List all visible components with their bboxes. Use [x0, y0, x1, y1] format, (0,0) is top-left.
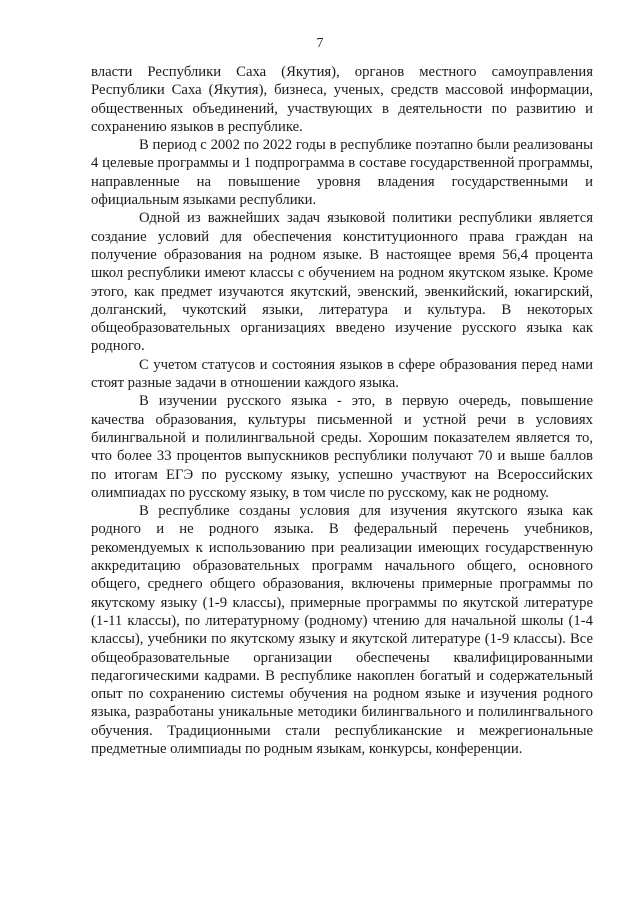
paragraph-language-tasks: С учетом статусов и состояния языков в сфере образования перед нами стоят разные задачи в отношении каждого языка. [91, 356, 593, 392]
page-number: 7 [316, 35, 324, 50]
body-text [91, 63, 593, 758]
paragraph-programs: В период с 2002 по 2022 годы в республике поэтапно были реализованы 4 целевые программы и 1 подпрограмма в составе государственной программы, направленные на повышение уровня владения государственными и официальным языками республики. [91, 137, 593, 209]
paragraph-russian-language: В изучении русского языка - это, в первую очередь, повышение качества образования, культуры письменной и устной речи в условиях билингвальной и полилингвальной среды. Хорошим показателем является то, что более 33 процентов выпускников республики получают 70 и выше баллов по итогам ЕГЭ по русскому языку, успешно участвуют на Всероссийских олимпиадах по русскому языку, в том числе по русскому, как не родному. [91, 393, 593, 501]
paragraph-yakut-language: В республике созданы условия для изучения якутского языка как родного и не родного языка. В федеральный перечень учебников, рекомендуемых к использованию при реализации имеющих государственную аккредитацию образовательных программ начального общего, основного общего, среднего общего образования, включены примерные программы по якутскому языку (1-9 классы), примерные программы по якутской литературе (1-11 классы), по литературному (родному) чтению для начальной школы (1-4 классы), учебники по якутскому языку и якутской литературе (1-9 классы). Все общеобразовательные организации обеспечены квалифицированными педагогическими кадрами. В республике накоплен богатый и содержательный опыт по сохранению системы обучения на родном языке и изучения родного языка, разработаны уникальные методики билингвального и полилингвального обучения. Традиционными стали республиканские и межрегиональные предметные олимпиады по родным языкам, конкурсы, конференции. [91, 503, 593, 757]
paragraph-continuation: власти Республики Саха (Якутия), органов местного самоуправления Республики Саха (Якутия), бизнеса, ученых, средств массовой информации, общественных объединений, участвующих в деятельности по развитию и сохранению языков в республике. [91, 64, 593, 135]
paragraph-native-language-education: Одной из важнейших задач языковой политики республики является создание условий для обеспечения конституционного права граждан на получение образования на родном языке. В настоящее время 56,4 процента школ республики имеют классы с обучением на родном якутском языке. Кроме этого, как предмет изучаются якутский, эвенский, эвенкийский, юкагирский, долганский, чукотский языки, литература и культура. В некоторых общеобразовательных организациях введено изучение русского языка как родного. [91, 210, 593, 355]
